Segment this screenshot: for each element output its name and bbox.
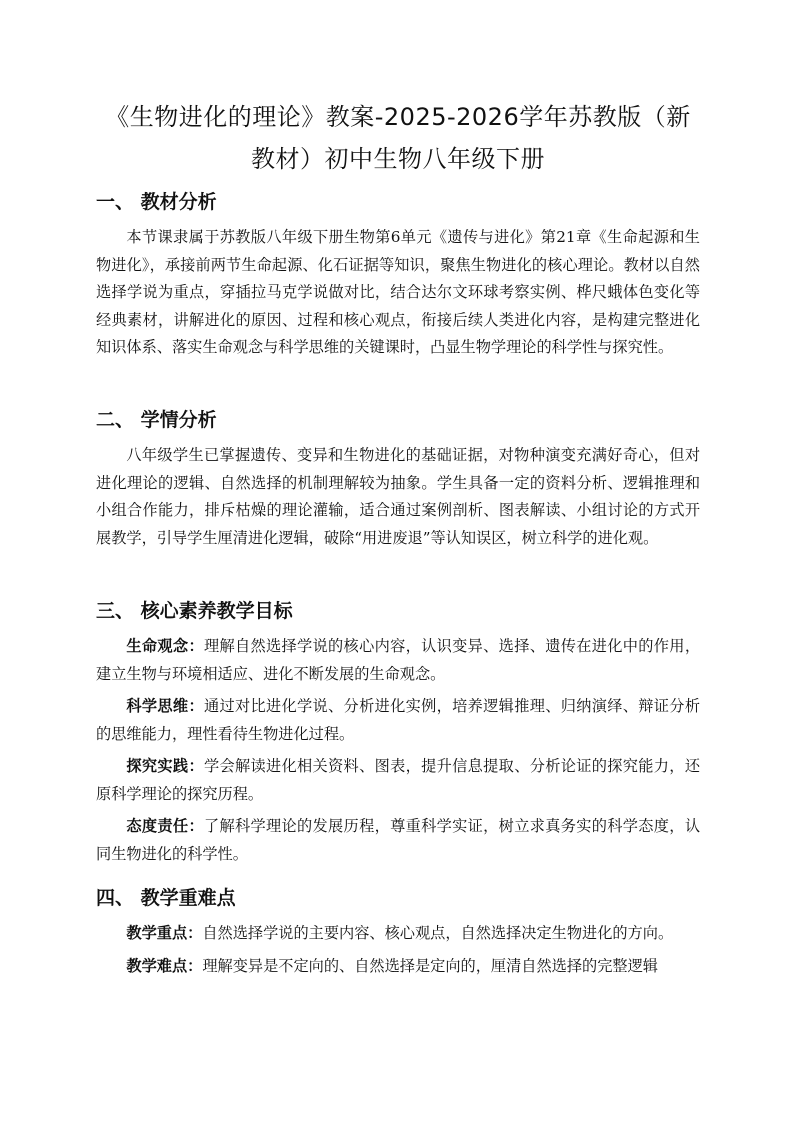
goal-label: 科学思维： [126, 697, 204, 715]
key-point-label: 教学重点： [126, 924, 203, 942]
difficulty-label: 教学难点： [126, 956, 203, 975]
key-point-text: 自然选择学说的主要内容、核心观点，自然选择决定生物进化的方向。 [202, 924, 674, 942]
goal-label: 探究实践： [126, 757, 204, 775]
document-title: 《生物进化的理论》教案-2025-2026学年苏教版（新教材）初中生物八年级下册 [105, 103, 691, 173]
goal-text: 学会解读进化相关资料、图表，提升信息提取、分析论证的探究能力，还原科学理论的探究历程。 [96, 757, 701, 803]
section-student-analysis [96, 406, 700, 552]
section-heading: 三、 核心素养教学目标 [96, 600, 293, 622]
goal-text: 了解科学理论的发展历程，尊重科学实证，树立求真务实的科学态度，认同生物进化的科学性。 [96, 817, 701, 863]
section-heading: 二、 学情分析 [96, 409, 217, 431]
section-teaching-goals [96, 597, 700, 873]
section-paragraph: 本节课隶属于苏教版八年级下册生物第6单元《遗传与进化》第21章《生命起源和生物进化》，承接前两节生命起源、化石证据等知识，聚焦生物进化的核心理论。教材以自然选择学说为重点，穿插拉马克学说做对比，结合达尔文环球考察实例、桦尺蛾体色变化等经典素材，讲解进化的原因、过程和核心观点，衔接后续人类进化内容，是构建完整进化知识体系、落实生命观念与科学思维的关键课时，凸显生物学理论的科学性与探究性。 [96, 228, 700, 356]
section-heading: 一、 教材分析 [96, 191, 217, 213]
goal-label: 生命观念： [126, 637, 204, 655]
goal-text: 理解自然选择学说的核心内容，认识变异、选择、遗传在进化中的作用，建立生物与环境相适应、进化不断发展的生命观念。 [96, 637, 701, 683]
goal-item [96, 633, 700, 688]
section-key-points [96, 884, 700, 985]
goal-item [96, 753, 700, 808]
goal-item [96, 813, 700, 868]
key-point-item [96, 920, 700, 948]
goal-label: 态度责任： [126, 817, 204, 835]
section-heading: 四、 教学重难点 [96, 887, 236, 909]
goal-item [96, 693, 700, 748]
difficulty-text: 理解变异是不定向的、自然选择是定向的，厘清自然选择的完整逻辑 [202, 956, 658, 975]
section-textbook-analysis [96, 188, 700, 362]
goal-text: 通过对比进化学说、分析进化实例，培养逻辑推理、归纳演绎、辩证分析的思维能力，理性看待生物进化过程。 [96, 697, 701, 743]
difficulty-item [96, 953, 700, 981]
section-paragraph: 八年级学生已掌握遗传、变异和生物进化的基础证据，对物种演变充满好奇心，但对进化理论的逻辑、自然选择的机制理解较为抽象。学生具备一定的资料分析、逻辑推理和小组合作能力，排斥枯燥的理论灌输，适合通过案例剖析、图表解读、小组讨论的方式开展教学，引导学生厘清进化逻辑，破除“用进废退”等认知误区，树立科学的进化观。 [96, 446, 700, 547]
